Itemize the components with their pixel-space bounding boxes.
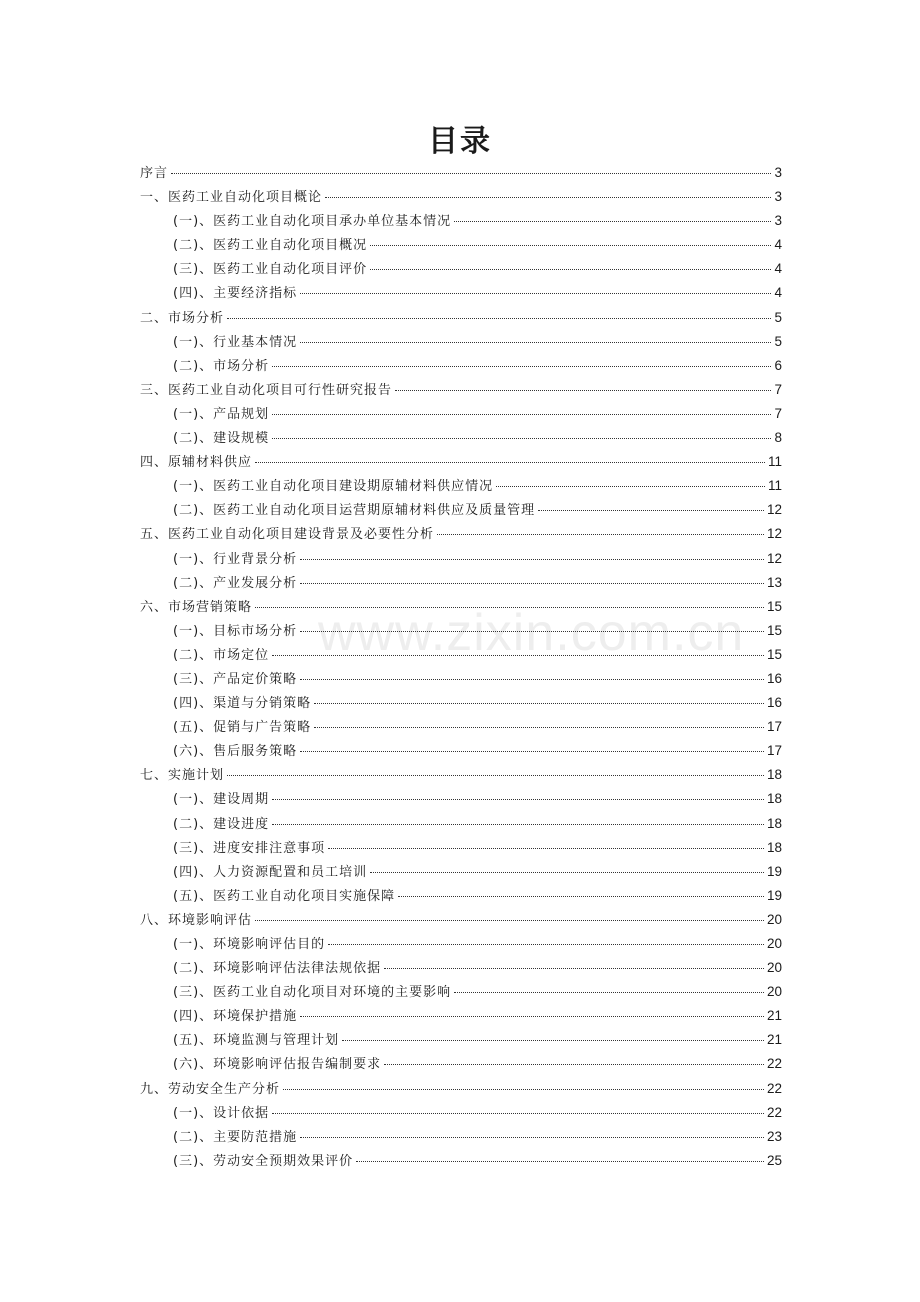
dot-leader	[300, 342, 771, 343]
toc-entry-text: (四)、渠道与分销策略	[173, 696, 312, 712]
toc-entry[interactable]	[140, 185, 782, 209]
dot-leader	[272, 655, 764, 656]
toc-entry[interactable]	[140, 306, 782, 330]
toc-entry-text: 八、环境影响评估	[140, 912, 253, 928]
dot-leader	[283, 1089, 764, 1090]
toc-entry-text: (三)、医药工业自动化项目对环境的主要影响	[173, 985, 452, 1001]
toc-subentry[interactable]	[140, 787, 782, 811]
toc-page-number: 21	[766, 1008, 782, 1024]
dot-leader	[538, 510, 764, 511]
toc-page-number: 18	[766, 791, 782, 807]
toc-page-number: 12	[766, 526, 782, 542]
toc-entry-text: 五、医药工业自动化项目建设背景及必要性分析	[140, 527, 435, 543]
dot-leader	[255, 462, 765, 463]
toc-page-number: 3	[774, 165, 782, 180]
toc-page-number: 18	[766, 815, 782, 831]
dot-leader	[314, 727, 764, 728]
toc-page-number: 15	[766, 598, 782, 614]
watermark: www.zixin.com.cn	[318, 604, 745, 662]
toc-subentry[interactable]	[140, 281, 782, 305]
toc-page-number: 23	[766, 1128, 782, 1144]
toc-page-number: 4	[774, 261, 782, 277]
dot-leader	[496, 486, 765, 487]
dot-leader	[300, 559, 764, 560]
toc-entry-text: (一)、医药工业自动化项目承办单位基本情况	[173, 214, 452, 230]
dot-leader	[356, 1161, 764, 1162]
dot-leader	[454, 992, 764, 993]
toc-entry-text: (二)、主要防范措施	[173, 1129, 298, 1145]
toc-page-number: 7	[774, 381, 782, 397]
dot-leader	[370, 872, 764, 873]
dot-leader	[171, 173, 771, 174]
toc-entry-text: (二)、市场定位	[173, 647, 270, 663]
dot-leader	[272, 799, 764, 800]
toc-page-number: 4	[774, 237, 782, 253]
toc-page-number: 5	[774, 333, 782, 349]
dot-leader	[300, 583, 764, 584]
dot-leader	[300, 751, 764, 752]
toc-subentry[interactable]	[140, 1028, 782, 1052]
toc-entry-text: 九、劳动安全生产分析	[140, 1081, 281, 1097]
toc-page-number: 17	[766, 719, 782, 735]
toc-page-number: 11	[767, 478, 782, 494]
dot-leader	[272, 414, 771, 415]
toc-entry-text: (三)、医药工业自动化项目评价	[173, 262, 368, 278]
toc-entry-text: (四)、主要经济指标	[173, 286, 298, 302]
toc-page-number: 5	[774, 309, 782, 325]
toc-entry-text: (二)、建设规模	[173, 431, 270, 447]
dot-leader	[272, 824, 764, 825]
dot-leader	[227, 318, 771, 319]
toc-page-number: 22	[766, 1080, 782, 1096]
dot-leader	[255, 920, 764, 921]
toc-entry-text: (一)、环境影响评估目的	[173, 937, 326, 952]
toc-entry-text: 二、市场分析	[140, 310, 225, 326]
toc-subentry[interactable]	[140, 884, 782, 908]
toc-subentry[interactable]	[140, 354, 782, 378]
toc-entry-text: (一)、行业背景分析	[173, 551, 298, 567]
toc-subentry[interactable]	[140, 619, 782, 643]
toc-subentry[interactable]	[140, 1052, 782, 1076]
toc-entry-text: (一)、建设周期	[173, 792, 270, 808]
toc-subentry[interactable]	[140, 547, 782, 571]
dot-leader	[300, 293, 771, 294]
toc-page-number: 19	[766, 863, 782, 879]
toc-subentry[interactable]	[140, 715, 782, 739]
toc-entry-text: (三)、进度安排注意事项	[173, 840, 326, 856]
toc-page-number: 12	[766, 502, 782, 518]
toc-subentry[interactable]	[140, 1149, 782, 1173]
toc-entry[interactable]	[140, 908, 782, 932]
toc-page-number: 19	[766, 887, 782, 903]
toc-subentry[interactable]	[140, 571, 782, 595]
toc-entry-text: 七、实施计划	[140, 768, 225, 784]
toc-entry-text: (二)、建设进度	[173, 816, 270, 832]
toc-entry-text: 六、市场营销策略	[140, 599, 253, 615]
toc-subentry[interactable]	[140, 812, 782, 836]
toc-subentry[interactable]	[140, 956, 782, 980]
dot-leader	[314, 703, 764, 704]
toc-subentry[interactable]	[140, 474, 782, 498]
dot-leader	[300, 679, 764, 680]
toc-page-number: 25	[766, 1152, 782, 1168]
toc-entry-text: (一)、产品规划	[173, 406, 270, 422]
toc-subentry[interactable]	[140, 691, 782, 715]
toc-entry-text: 三、医药工业自动化项目可行性研究报告	[140, 382, 393, 398]
toc-subentry[interactable]	[140, 932, 782, 956]
toc-entry[interactable]	[140, 378, 782, 402]
dot-leader	[272, 366, 771, 367]
toc-entry-text: (二)、市场分析	[173, 358, 270, 374]
dot-leader	[384, 968, 764, 969]
toc-entry-text: (二)、医药工业自动化项目概况	[173, 238, 368, 254]
toc-entry-text: (四)、环境保护措施	[173, 1009, 298, 1025]
toc-page-number: 18	[766, 767, 782, 783]
toc-entry-text: (一)、设计依据	[173, 1105, 270, 1121]
dot-leader	[328, 944, 764, 945]
toc-entry-text: (一)、目标市场分析	[173, 623, 298, 639]
toc-entry-text: (四)、人力资源配置和员工培训	[173, 864, 368, 880]
toc-subentry[interactable]	[140, 860, 782, 884]
toc-entry-text: (一)、行业基本情况	[173, 334, 298, 350]
toc-page-number: 3	[774, 189, 782, 205]
toc-subentry[interactable]	[140, 1125, 782, 1149]
dot-leader	[370, 245, 771, 246]
toc-entry[interactable]	[140, 450, 782, 474]
toc-page-number: 15	[766, 646, 782, 662]
toc-entry-text: 四、原辅材料供应	[140, 455, 253, 471]
toc-subentry[interactable]	[140, 1101, 782, 1125]
toc-entry[interactable]	[140, 161, 782, 185]
dot-leader	[300, 1137, 764, 1138]
toc-entry-text: (二)、环境影响评估法律法规依据	[173, 961, 382, 977]
toc-subentry[interactable]	[140, 233, 782, 257]
toc-subentry[interactable]	[140, 426, 782, 450]
dot-leader	[325, 197, 771, 198]
toc-page-number: 20	[766, 936, 782, 951]
dot-leader	[398, 896, 764, 897]
toc-subentry[interactable]	[140, 257, 782, 281]
dot-leader	[328, 848, 764, 849]
toc-page-number: 3	[774, 213, 782, 229]
page-title: 目录	[428, 124, 492, 159]
toc-subentry[interactable]	[140, 643, 782, 667]
toc-page-number: 15	[766, 622, 782, 638]
toc-entry-text: 序言	[140, 166, 169, 181]
toc-page-number: 22	[766, 1056, 782, 1072]
toc-entry-text: (三)、产品定价策略	[173, 671, 298, 687]
toc-subentry[interactable]	[140, 330, 782, 354]
toc-subentry[interactable]	[140, 836, 782, 860]
dot-leader	[255, 607, 764, 608]
toc-subentry[interactable]	[140, 402, 782, 426]
toc-page-number: 22	[766, 1104, 782, 1120]
toc-entry-text: (五)、环境监测与管理计划	[173, 1033, 340, 1049]
dot-leader	[227, 775, 764, 776]
toc-entry-text: (五)、医药工业自动化项目实施保障	[173, 888, 396, 904]
dot-leader	[370, 269, 771, 270]
toc-page-number: 17	[766, 743, 782, 759]
toc-entry-text: (六)、环境影响评估报告编制要求	[173, 1057, 382, 1073]
toc-subentry[interactable]	[140, 498, 782, 522]
toc-entry-text: (三)、劳动安全预期效果评价	[173, 1153, 354, 1169]
toc-entry-text: (六)、售后服务策略	[173, 744, 298, 760]
toc-page-number: 20	[766, 911, 782, 927]
toc-page-number: 8	[774, 430, 782, 446]
dot-leader	[395, 390, 771, 391]
toc-subentry[interactable]	[140, 667, 782, 691]
dot-leader	[454, 221, 771, 222]
toc-subentry[interactable]	[140, 1004, 782, 1028]
toc-subentry[interactable]	[140, 209, 782, 233]
toc-page-number: 18	[766, 839, 782, 855]
toc-page-number: 20	[766, 984, 782, 1000]
table-of-contents	[140, 161, 782, 1173]
toc-page-number: 16	[766, 695, 782, 711]
toc-entry-text: 一、医药工业自动化项目概论	[140, 190, 323, 206]
dot-leader	[300, 631, 764, 632]
toc-entry-text: (一)、医药工业自动化项目建设期原辅材料供应情况	[173, 479, 494, 495]
dot-leader	[384, 1064, 764, 1065]
toc-entry-text: (二)、产业发展分析	[173, 575, 298, 591]
toc-page-number: 7	[774, 405, 782, 421]
toc-page-number: 12	[766, 550, 782, 566]
dot-leader	[272, 1113, 764, 1114]
toc-page-number: 21	[766, 1032, 782, 1048]
toc-entry[interactable]	[140, 1077, 782, 1101]
dot-leader	[342, 1040, 764, 1041]
toc-entry[interactable]	[140, 595, 782, 619]
toc-page-number: 16	[766, 670, 782, 686]
toc-entry-text: (五)、促销与广告策略	[173, 720, 312, 736]
toc-page-number: 11	[767, 454, 782, 470]
toc-page-number: 4	[774, 285, 782, 301]
toc-page-number: 20	[766, 960, 782, 976]
toc-entry[interactable]	[140, 763, 782, 787]
toc-subentry[interactable]	[140, 739, 782, 763]
toc-entry[interactable]	[140, 522, 782, 546]
toc-page-number: 13	[766, 574, 782, 590]
dot-leader	[300, 1016, 764, 1017]
dot-leader	[272, 438, 771, 439]
toc-entry-text: (二)、医药工业自动化项目运营期原辅材料供应及质量管理	[173, 503, 536, 519]
toc-page-number: 6	[774, 357, 782, 373]
dot-leader	[437, 534, 764, 535]
toc-subentry[interactable]	[140, 980, 782, 1004]
